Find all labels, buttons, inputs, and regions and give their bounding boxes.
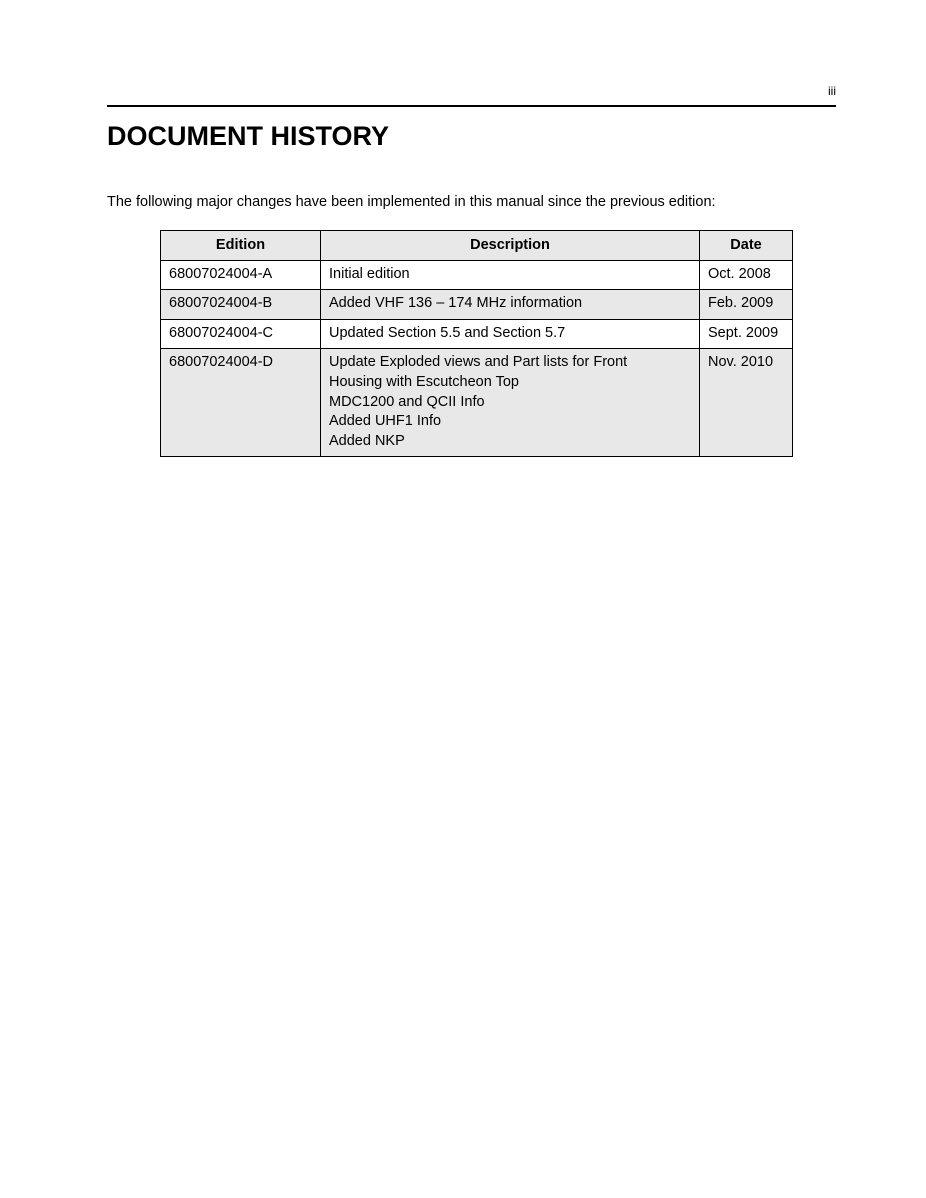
description-line: Updated Section 5.5 and Section 5.7 [329,324,566,341]
description-cell [321,349,700,457]
description-line: Update Exploded views and Part lists for Front [329,354,628,371]
page-title: DOCUMENT HISTORY [107,121,390,151]
edition-cell: 68007024004-A [161,260,321,290]
date-cell: Feb. 2009 [700,290,793,320]
description-cell [321,319,700,349]
date-cell: Sept. 2009 [700,319,793,349]
header-edition: Edition [161,231,321,261]
table-row [161,260,793,290]
table-row [161,349,793,457]
edition-cell: 68007024004-B [161,290,321,320]
description-line: Added UHF1 Info [329,413,442,430]
table-row [161,319,793,349]
table-row [161,290,793,320]
intro-paragraph: The following major changes have been implemented in this manual since the previous edition: [107,194,716,210]
edition-cell: 68007024004-C [161,319,321,349]
table-header-row [161,231,793,261]
date-cell: Oct. 2008 [700,260,793,290]
edition-cell: 68007024004-D [161,349,321,457]
date-cell: Nov. 2010 [700,349,793,457]
description-line: Initial edition [329,265,410,282]
description-line: Housing with Escutcheon Top [329,373,519,390]
document-history-table [160,230,793,457]
description-cell [321,260,700,290]
description-cell [321,290,700,320]
description-line: Added NKP [329,432,405,449]
header-description: Description [321,231,700,261]
header-rule [107,105,836,107]
header-date: Date [700,231,793,261]
description-line: Added VHF 136 – 174 MHz information [329,295,583,312]
page-number: iii [828,84,836,98]
description-line: MDC1200 and QCII Info [329,393,485,410]
